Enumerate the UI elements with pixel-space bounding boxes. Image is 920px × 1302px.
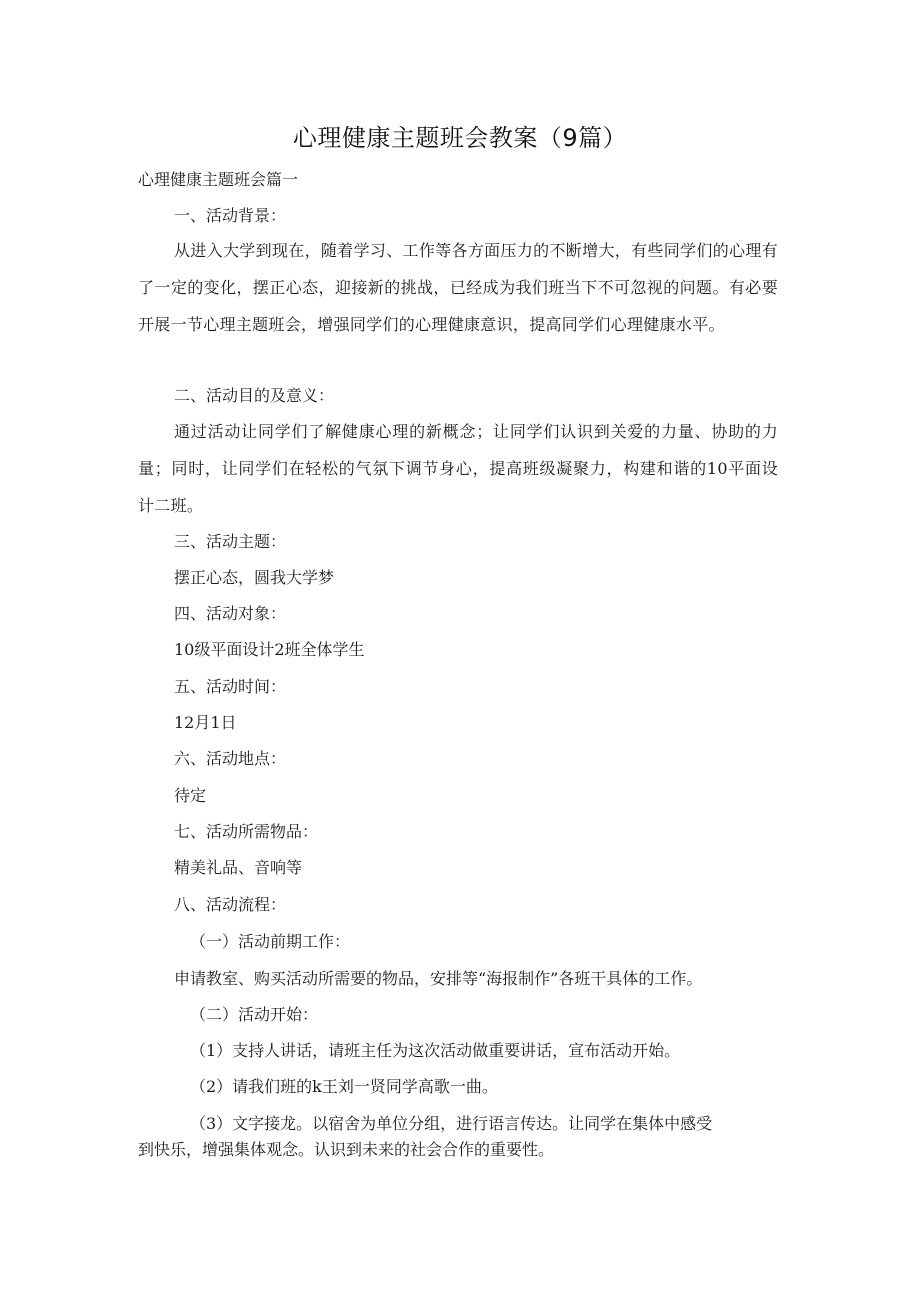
background-heading: 一、活动背景： xyxy=(174,206,287,225)
purpose-heading: 二、活动目的及意义： xyxy=(174,386,335,405)
step-3-line-2: 到快乐，增强集体观念。认识到未来的社会合作的重要性。 xyxy=(138,1140,555,1159)
theme-text: 摆正心态，圆我大学梦 xyxy=(174,568,335,587)
target-heading: 四、活动对象： xyxy=(174,604,287,623)
place-text: 待定 xyxy=(174,786,207,805)
items-text: 精美礼品、音响等 xyxy=(174,858,303,877)
background-paragraph: 从进入大学到现在，随着学习、工作等各方面压力的不断增大，有些同学们的心理有了一定的变化，摆正心态，迎接新的挑战，已经成为我们班当下不可忽视的问题。有必要开展一节心理主题班会，增强同学们的心理健康意识，提高同学们心理健康水平。 xyxy=(138,241,778,334)
process-heading: 八、活动流程： xyxy=(174,895,287,914)
prep-text: 申请教室、购买活动所需要的物品，安排等“海报制作”各班干具体的工作。 xyxy=(174,969,703,988)
start-heading: （二）活动开始： xyxy=(190,1005,319,1024)
items-heading: 七、活动所需物品： xyxy=(174,822,319,841)
document-title: 心理健康主题班会教案（9篇） xyxy=(292,124,628,152)
time-text: 12月1日 xyxy=(174,713,237,732)
theme-heading: 三、活动主题： xyxy=(174,532,287,551)
step-1: （1）支持人讲话，请班主任为这次活动做重要讲话，宣布活动开始。 xyxy=(190,1041,681,1060)
step-3-line-1: （3）文字接龙。以宿舍为单位分组，进行语言传达。让同学在集体中感受 xyxy=(190,1114,713,1133)
purpose-paragraph: 通过活动让同学们了解健康心理的新概念；让同学们认识到关爱的力量、协助的力量；同时，让同学们在轻松的气氛下调节身心，提高班级凝聚力，构建和谐的10平面设计二班。 xyxy=(138,422,778,515)
prep-heading: （一）活动前期工作： xyxy=(190,932,351,951)
target-text: 10级平面设计2班全体学生 xyxy=(174,640,365,659)
time-heading: 五、活动时间： xyxy=(174,677,287,696)
section-heading: 心理健康主题班会篇一 xyxy=(138,170,299,189)
step-2: （2）请我们班的k王刘一贤同学高歌一曲。 xyxy=(190,1077,498,1096)
place-heading: 六、活动地点： xyxy=(174,749,287,768)
